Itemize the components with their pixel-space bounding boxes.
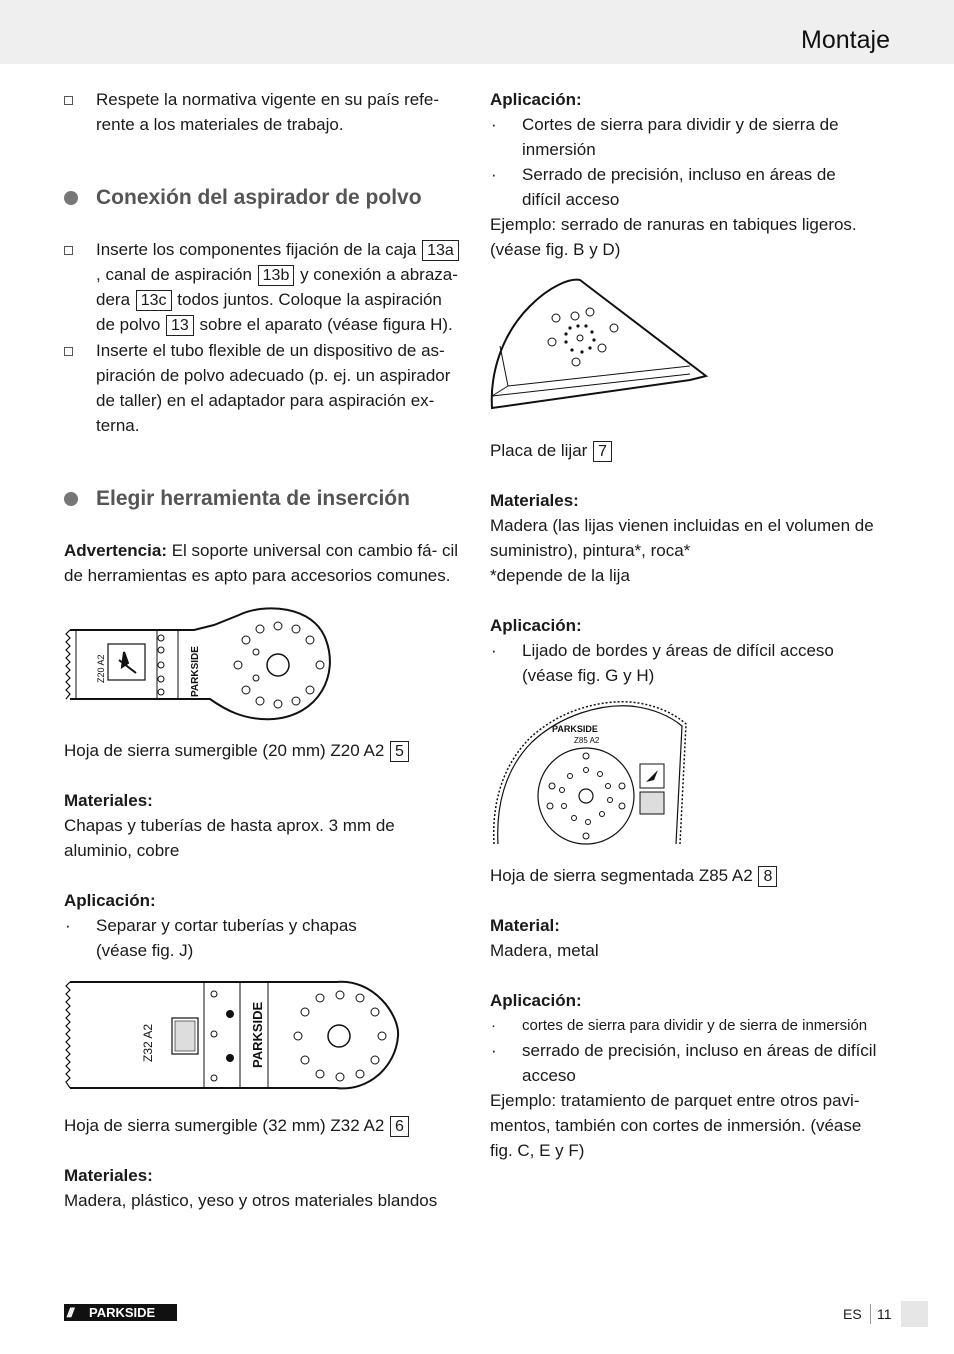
brand-label: PARKSIDE (250, 1001, 265, 1068)
list-item: Inserte el tubo flexible de un dispositivo de as- piración de polvo adecuado (p. ej. un aspirador de taller) en el adaptador para aspiración ex- terna. (64, 338, 464, 438)
list-item: · cortes de sierra para dividir y de sierra de inmersión (491, 1017, 868, 1034)
section-dot-icon (64, 191, 78, 205)
materials-text: Madera, plástico, yeso y otros materiales blandos (64, 1191, 438, 1210)
ref-number: 6 (390, 1116, 409, 1137)
warning-paragraph: Advertencia: El soporte universal con cambio fá- cil de herramientas es apto para accesorios comunes. (64, 541, 459, 585)
list-item: Inserte los componentes fijación de la caja 13a, canal de aspiración 13b y conexión a abraza- dera 13c todos juntos. Coloque la aspiración de polvo 13 sobre el aparato (véase figura H). (64, 237, 464, 337)
materials-text: Madera, metal (490, 941, 599, 960)
bullet-text: Respete la normativa vigente en su país refe- rente a los materiales de trabajo. (96, 90, 440, 134)
page-title: Montaje (801, 26, 890, 54)
section-heading: Elegir herramienta de inserción (64, 486, 410, 512)
ref-number: 13b (258, 265, 295, 286)
ref-number: 13c (136, 290, 172, 311)
materials-heading: Material: (490, 916, 560, 935)
section-heading: Conexión del aspirador de polvo (64, 185, 422, 211)
ref-number: 13a (422, 240, 459, 261)
brand-label: PARKSIDE (190, 646, 201, 697)
list-item: · Lijado de bordes y áreas de difícil acceso (véase fig. G y H) (491, 641, 834, 685)
application-heading: Aplicación: (490, 616, 582, 635)
figure-caption: Placa de lijar 7 (490, 438, 900, 463)
ref-number: 5 (390, 741, 409, 762)
section-dot-icon (64, 492, 78, 506)
list-item: · Cortes de sierra para dividir y de sierra de inmersión (491, 115, 839, 159)
application-heading: Aplicación: (490, 90, 582, 109)
sanding-plate-figure (490, 276, 710, 412)
list-item: · Serrado de precisión, incluso en áreas de difícil acceso (491, 165, 836, 209)
materials-heading: Materiales: (64, 791, 153, 810)
blade-label: Z32 A2 (141, 1023, 155, 1062)
list-item: · Separar y cortar tuberías y chapas (véase fig. J) (65, 916, 357, 960)
application-heading: Aplicación: (490, 991, 582, 1010)
list-item: · serrado de precisión, incluso en áreas de difícil acceso (491, 1041, 877, 1085)
logo-stripes-icon: /// (67, 1305, 72, 1320)
page-tab-marker (901, 1301, 928, 1327)
materials-heading: Materiales: (64, 1166, 153, 1185)
plunge-saw-blade-20mm-figure (64, 605, 336, 723)
figure-caption: Hoja de sierra segmentada Z85 A2 8 (490, 863, 900, 888)
figure-caption: Hoja de sierra sumergible (32 mm) Z32 A2 6 (64, 1113, 464, 1138)
example-text: Ejemplo: serrado de ranuras en tabiques ligeros. (véase fig. B y D) (490, 215, 857, 259)
language-code: ES (843, 1306, 862, 1322)
materials-note: *depende de la lija (490, 566, 630, 585)
bullet-square-icon (64, 246, 73, 255)
bullet-square-icon (64, 96, 73, 105)
ref-number: 8 (758, 866, 777, 887)
ref-number: 13 (166, 315, 194, 336)
list-item (64, 87, 464, 137)
blade-label: Z85 A2 (574, 736, 600, 745)
plunge-saw-blade-32mm-figure (64, 976, 400, 1094)
divider (870, 1304, 871, 1324)
blade-label: Z20 A2 (96, 654, 106, 683)
materials-text: Chapas y tuberías de hasta aprox. 3 mm de aluminio, cobre (64, 816, 395, 860)
example-text: Ejemplo: tratamiento de parquet entre otros pavi- mentos, también con cortes de inmersión. (véase fig. C, E y F) (490, 1091, 862, 1160)
brand-logo: /// PARKSIDE (64, 1304, 177, 1321)
page-header (0, 0, 954, 64)
page-number: 11 (877, 1306, 892, 1322)
segment-saw-blade-figure (490, 698, 690, 848)
figure-caption: Hoja de sierra sumergible (20 mm) Z20 A2 5 (64, 738, 464, 763)
application-heading: Aplicación: (64, 891, 156, 910)
materials-heading: Materiales: (490, 491, 579, 510)
brand-label: PARKSIDE (552, 724, 598, 734)
ref-number: 7 (593, 441, 612, 462)
materials-text: Madera (las lijas vienen incluidas en el volumen de suministro), pintura*, roca* (490, 516, 874, 560)
bullet-square-icon (64, 347, 73, 356)
